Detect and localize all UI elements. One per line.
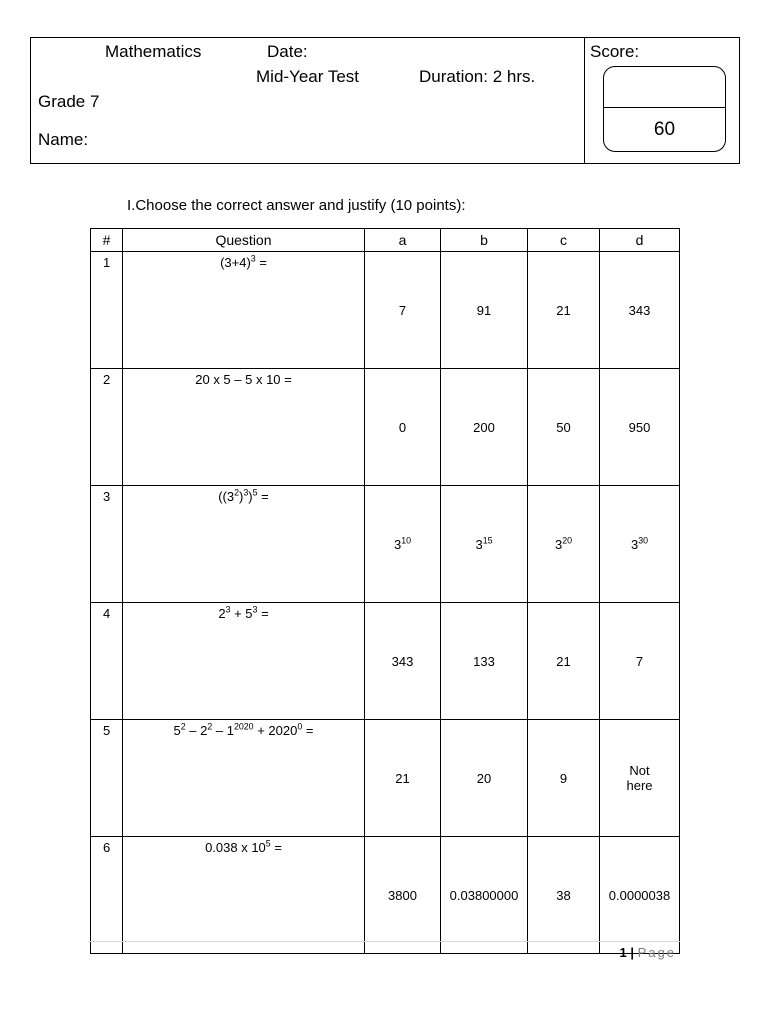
table-row xyxy=(91,486,680,603)
date-label: Date: xyxy=(267,42,308,61)
option-c: 21 xyxy=(528,252,600,369)
option-a: 0 xyxy=(365,369,441,486)
option-a: 21 xyxy=(365,720,441,837)
option-d: $3^{30}$ xyxy=(600,486,680,603)
option-b: 0.03800000 xyxy=(441,837,528,954)
option-d: 950 xyxy=(600,369,680,486)
subject-label: Mathematics xyxy=(105,42,202,61)
question-text: 20 x 5 – 5 x 10 = xyxy=(123,369,365,486)
duration-label: Duration: 2 hrs. xyxy=(419,67,536,86)
score-total: 60 xyxy=(653,119,676,140)
option-b: 91 xyxy=(441,252,528,369)
test-name: Mid-Year Test xyxy=(256,67,359,86)
option-c: 50 xyxy=(528,369,600,486)
option-a: 3800 xyxy=(365,837,441,954)
score-label: Score: xyxy=(590,42,640,61)
table-row xyxy=(91,369,680,486)
question-text: $((3^2)^3)^5$ = xyxy=(123,486,365,603)
page-number: 1 xyxy=(619,945,627,960)
footer-divider xyxy=(88,941,680,942)
option-b: 133 xyxy=(441,603,528,720)
option-d: 0.0000038 xyxy=(600,837,680,954)
column-header: c xyxy=(528,229,600,252)
question-number: 6 xyxy=(91,837,123,954)
option-b: 200 xyxy=(441,369,528,486)
column-header: a xyxy=(365,229,441,252)
question-number: 3 xyxy=(91,486,123,603)
question-text: $(3+4)^3$ = xyxy=(123,252,365,369)
table-row xyxy=(91,603,680,720)
header-divider xyxy=(584,38,585,163)
section-instructions: I.Choose the correct answer and justify (10 points): xyxy=(127,197,466,214)
page-label: Page xyxy=(637,945,676,960)
column-header: # xyxy=(91,229,123,252)
score-fraction-line xyxy=(604,107,725,108)
table-row xyxy=(91,837,680,954)
option-a: 7 xyxy=(365,252,441,369)
table-row xyxy=(91,720,680,837)
questions-body xyxy=(91,252,680,954)
grade-label: Grade 7 xyxy=(38,92,100,111)
column-header: d xyxy=(600,229,680,252)
option-a: $3^{10}$ xyxy=(365,486,441,603)
option-d: 343 xyxy=(600,252,680,369)
option-c: $3^{20}$ xyxy=(528,486,600,603)
page-footer xyxy=(620,945,676,960)
score-box xyxy=(603,66,726,152)
test-header xyxy=(30,37,740,164)
question-number: 1 xyxy=(91,252,123,369)
option-d: 7 xyxy=(600,603,680,720)
table-row xyxy=(91,252,680,369)
option-c: 21 xyxy=(528,603,600,720)
option-d: Not here xyxy=(600,720,680,837)
page-separator: | xyxy=(626,945,638,960)
option-b: 20 xyxy=(441,720,528,837)
column-header: Question xyxy=(123,229,365,252)
question-text: $5^2 - 2^2 - 1^{2020} + 2020^0$ = xyxy=(123,720,365,837)
option-b: $3^{15}$ xyxy=(441,486,528,603)
questions-table xyxy=(90,228,680,954)
option-c: 9 xyxy=(528,720,600,837)
name-label: Name: xyxy=(38,130,89,149)
question-text: $2^3 + 5^3$ = xyxy=(123,603,365,720)
table-header-row xyxy=(91,229,680,252)
question-number: 5 xyxy=(91,720,123,837)
question-number: 4 xyxy=(91,603,123,720)
question-number: 2 xyxy=(91,369,123,486)
option-a: 343 xyxy=(365,603,441,720)
option-c: 38 xyxy=(528,837,600,954)
column-header: b xyxy=(441,229,528,252)
question-text: 0.038 x $10^5$ = xyxy=(123,837,365,954)
